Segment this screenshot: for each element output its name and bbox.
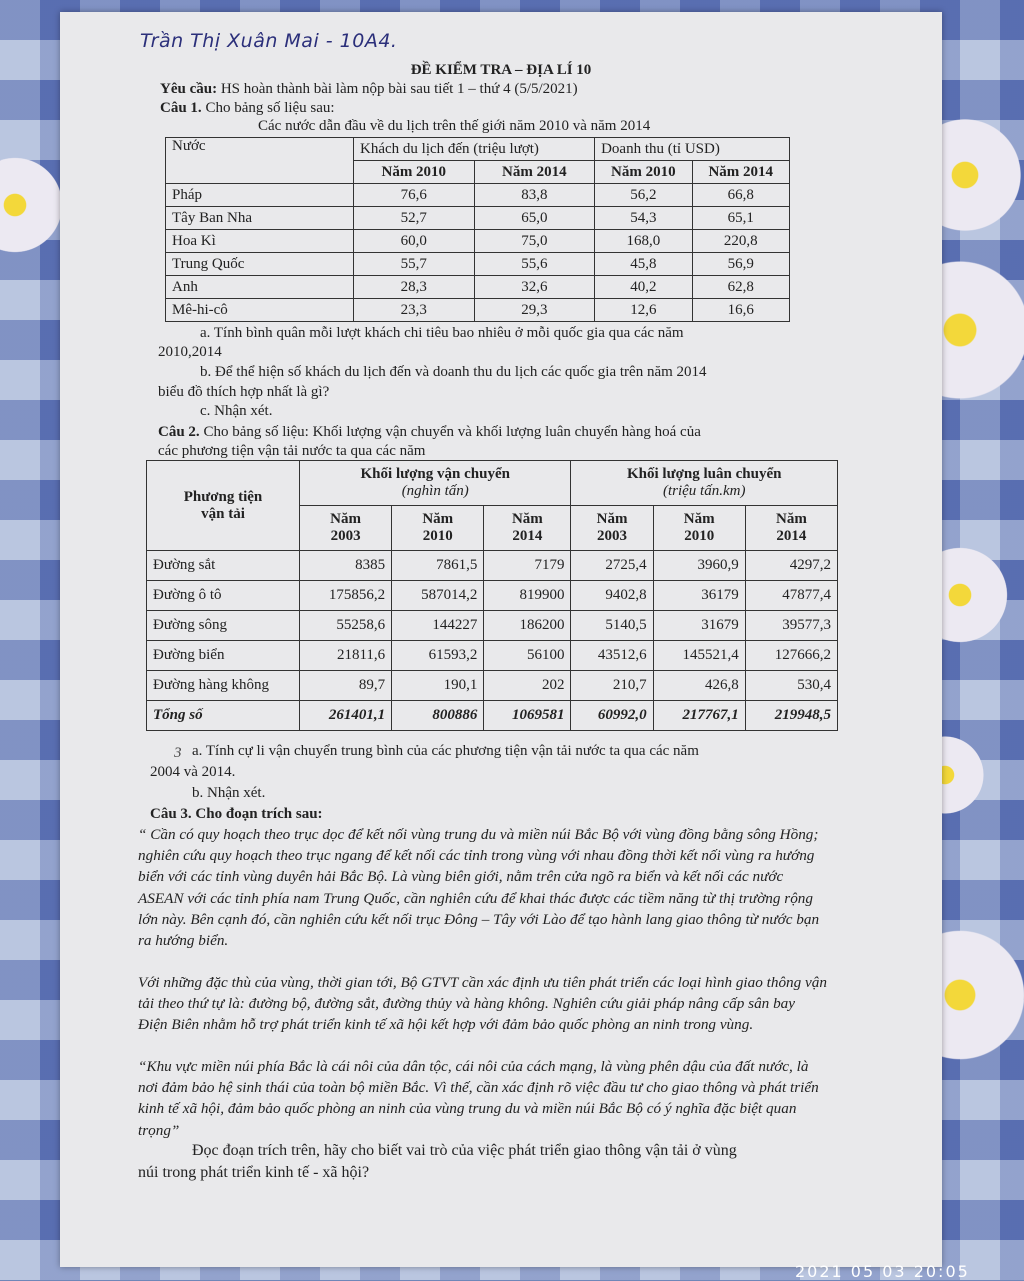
cell: Đường sông (147, 611, 300, 641)
requirement-line (160, 81, 578, 98)
year-word: Năm (511, 511, 543, 527)
q1-heading (160, 100, 335, 117)
cell: 55,7 (354, 253, 475, 276)
q2-part-a: a. Tính cự li vận chuyển trung bình của các phương tiện vận tải nước ta qua các năm (192, 743, 699, 759)
cell: 23,3 (354, 299, 475, 322)
cell: 29,3 (474, 299, 595, 322)
margin-mark: 3 (174, 745, 182, 761)
cell: 145521,4 (653, 641, 745, 671)
cell: 1069581 (484, 701, 571, 731)
cell: 28,3 (354, 276, 475, 299)
cell: Đường hàng không (147, 671, 300, 701)
cell: 32,6 (474, 276, 595, 299)
cell: 426,8 (653, 671, 745, 701)
cell: 39577,3 (745, 611, 837, 641)
header-revenue-2014: Năm 2014 (692, 161, 789, 184)
cell: 47877,4 (745, 581, 837, 611)
table-row (166, 207, 790, 230)
cell: 220,8 (692, 230, 789, 253)
year-word: Năm (422, 511, 454, 527)
year-value: 2014 (776, 528, 807, 544)
q3-quote-paragraph-2: Với những đặc thù của vùng, thời gian tới, Bộ GTVT cần xác định ưu tiên phát triển các loại hình giao thông vận tải theo thứ tự là: đường bộ, đường sắt, đường thủy và hàng không. Nghiên cứu giải pháp nâng cấp sân bay Điện Biên nhằm hỗ trợ phát triển kinh tế xã hội kết hợp với đảm bảo quốc phòng an ninh trong vùng. (138, 974, 827, 1034)
header-visitors-2014: Năm 2014 (474, 161, 595, 184)
header-rotation-unit: (triệu tấn.km) (662, 483, 746, 499)
table-row (166, 276, 790, 299)
year-value: 2003 (597, 528, 628, 544)
table-row (166, 299, 790, 322)
header-rotation (571, 461, 838, 506)
year-value: 2010 (422, 528, 453, 544)
handwritten-name: Trần Thị Xuân Mai - 10A4. (140, 30, 398, 52)
cell: 83,8 (474, 184, 595, 207)
year-word: Năm (330, 511, 361, 527)
table-row (166, 230, 790, 253)
q2-intro: Cho bảng số liệu: Khối lượng vận chuyển và khối lượng luân chuyển hàng hoá của (203, 424, 701, 440)
requirement-label: Yêu cầu: (160, 81, 218, 97)
cell: 2725,4 (571, 551, 653, 581)
header-vehicle (147, 461, 300, 551)
q1-part-b-cont: biểu đồ thích hợp nhất là gì? (158, 384, 330, 400)
cell: 168,0 (595, 230, 692, 253)
cell: 5140,5 (571, 611, 653, 641)
cell: 3960,9 (653, 551, 745, 581)
cell: 60,0 (354, 230, 475, 253)
cell: Trung Quốc (166, 253, 354, 276)
header-vehicle-line1: Phương tiện (183, 488, 263, 505)
header-year (745, 506, 837, 551)
q3-question: Đọc đoạn trích trên, hãy cho biết vai trò của việc phát triển giao thông vận tải ở vùng (192, 1142, 737, 1159)
header-vehicle-line2: vận tải (201, 505, 245, 522)
cell: Hoa Kì (166, 230, 354, 253)
cell: 76,6 (354, 184, 475, 207)
cell: 65,0 (474, 207, 595, 230)
header-transport (300, 461, 571, 506)
cell: 60992,0 (571, 701, 653, 731)
cell: 190,1 (392, 671, 484, 701)
cell: 210,7 (571, 671, 653, 701)
cell: 45,8 (595, 253, 692, 276)
cell: 9402,8 (571, 581, 653, 611)
cell: 202 (484, 671, 571, 701)
cell: 530,4 (745, 671, 837, 701)
year-word: Năm (596, 511, 628, 527)
cell: 175856,2 (300, 581, 392, 611)
cell: 65,1 (692, 207, 789, 230)
q2-heading (158, 424, 701, 441)
photo-timestamp: 2021 05 03 20:05 (795, 1262, 970, 1281)
cell: 56,9 (692, 253, 789, 276)
cell: 56,2 (595, 184, 692, 207)
header-visitors: Khách du lịch đến (triệu lượt) (354, 138, 595, 161)
cell: 66,8 (692, 184, 789, 207)
requirement-text: HS hoàn thành bài làm nộp bài sau tiết 1 – thứ 4 (5/5/2021) (220, 81, 578, 97)
header-visitors-2010: Năm 2010 (354, 161, 475, 184)
tourism-table (165, 137, 790, 322)
cell: 7179 (484, 551, 571, 581)
cell: 54,3 (595, 207, 692, 230)
cell: Đường ô tô (147, 581, 300, 611)
cell: 56100 (484, 641, 571, 671)
cell: Đường sắt (147, 551, 300, 581)
header-rotation-title: Khối lượng luân chuyển (627, 466, 782, 482)
table-row (147, 581, 838, 611)
q3-question-cont: núi trong phát triển kinh tế - xã hội? (138, 1164, 370, 1181)
cell: 62,8 (692, 276, 789, 299)
cell: 55258,6 (300, 611, 392, 641)
q1-part-b: b. Để thể hiện số khách du lịch đến và doanh thu du lịch các quốc gia trên năm 2014 (200, 364, 707, 380)
cell: 8385 (300, 551, 392, 581)
q1-part-a-cont: 2010,2014 (158, 344, 222, 360)
exam-paper (60, 12, 942, 1267)
cell: Tổng số (147, 701, 300, 731)
year-value: 2003 (330, 528, 361, 544)
cell: 217767,1 (653, 701, 745, 731)
q3-quote-paragraph-1: “ Cần có quy hoạch theo trục dọc để kết nối vùng trung du và miền núi Bắc Bộ với vùng đồng bằng sông Hồng; nghiên cứu quy hoạch theo trục ngang để kết nối các tỉnh trong vùng với nhau đồng thời kết nối vùng ra hướng biển với các tỉnh vùng duyên hải Bắc Bộ. Là vùng biên giới, nằm trên cửa ngõ ra biển và kết nối các nước ASEAN với các tỉnh phía nam Trung Quốc, cần nghiên cứu để khai thác được các tiềm năng từ thị trường rộng lớn này. Bên cạnh đó, cần nghiên cứu kết nối trục Đông – Tây với Lào để tạo hành lang giao thông từ nước bạn ra hướng biển. (138, 826, 820, 950)
table-row-total (147, 701, 838, 731)
table-row (166, 184, 790, 207)
cell: 31679 (653, 611, 745, 641)
cell: 12,6 (595, 299, 692, 322)
table-row (147, 551, 838, 581)
cell: Pháp (166, 184, 354, 207)
year-word: Năm (683, 511, 715, 527)
cell: 144227 (392, 611, 484, 641)
cell: 40,2 (595, 276, 692, 299)
cell: Anh (166, 276, 354, 299)
table-row (147, 641, 838, 671)
header-year (392, 506, 484, 551)
header-year (571, 506, 653, 551)
cell: 186200 (484, 611, 571, 641)
cell: 75,0 (474, 230, 595, 253)
table-row (166, 253, 790, 276)
header-transport-unit: (nghìn tấn) (401, 483, 469, 499)
header-year (653, 506, 745, 551)
transport-table (146, 460, 838, 731)
q2-intro-cont: các phương tiện vận tải nước ta qua các năm (158, 443, 426, 459)
cell: 819900 (484, 581, 571, 611)
header-revenue-2010: Năm 2010 (595, 161, 692, 184)
year-word: Năm (775, 511, 807, 527)
cell: 4297,2 (745, 551, 837, 581)
cell: 7861,5 (392, 551, 484, 581)
year-value: 2010 (684, 528, 715, 544)
cell: 89,7 (300, 671, 392, 701)
q2-part-a-cont: 2004 và 2014. (150, 764, 236, 780)
cell: 261401,1 (300, 701, 392, 731)
cell: 587014,2 (392, 581, 484, 611)
cell: Mê-hi-cô (166, 299, 354, 322)
q1-intro: Cho bảng số liệu sau: (205, 100, 335, 116)
header-country: Nước (166, 138, 354, 184)
year-value: 2014 (512, 528, 543, 544)
q1-label: Câu 1. (160, 100, 202, 116)
table-row (147, 671, 838, 701)
cell: Đường biển (147, 641, 300, 671)
cell: 55,6 (474, 253, 595, 276)
header-year (300, 506, 392, 551)
table-row (147, 611, 838, 641)
q2-label: Câu 2. (158, 424, 200, 440)
q3-heading: Câu 3. Cho đoạn trích sau: (150, 806, 323, 822)
cell: Tây Ban Nha (166, 207, 354, 230)
cell: 43512,6 (571, 641, 653, 671)
q2-part-b: b. Nhận xét. (192, 785, 266, 801)
exam-title: ĐỀ KIỂM TRA – ĐỊA LÍ 10 (410, 62, 592, 78)
cell: 52,7 (354, 207, 475, 230)
header-transport-title: Khối lượng vận chuyển (360, 466, 510, 482)
cell: 800886 (392, 701, 484, 731)
cell: 21811,6 (300, 641, 392, 671)
q1-part-a: a. Tính bình quân mỗi lượt khách chi tiêu bao nhiêu ở mỗi quốc gia qua các năm (200, 325, 684, 341)
header-revenue: Doanh thu (tỉ USD) (595, 138, 790, 161)
header-year (484, 506, 571, 551)
q1-table-caption: Các nước dẫn đầu về du lịch trên thế giới năm 2010 và năm 2014 (258, 118, 651, 134)
q3-quote-paragraph-3: “Khu vực miền núi phía Bắc là cái nôi của dân tộc, cái nôi của cách mạng, là vùng phên dậu của đất nước, là nơi đảm bảo hệ sinh thái của toàn bộ miền Bắc. Vì thế, cần xác định rõ việc đầu tư cho giao thông và phát triển kinh tế xã hội, đảm bảo quốc phòng an ninh của vùng trung du và miền núi Bắc Bộ có ý nghĩa đặc biệt quan trọng” (138, 1058, 819, 1139)
cell: 16,6 (692, 299, 789, 322)
cell: 61593,2 (392, 641, 484, 671)
cell: 127666,2 (745, 641, 837, 671)
cell: 36179 (653, 581, 745, 611)
q1-part-c: c. Nhận xét. (200, 403, 273, 419)
cell: 219948,5 (745, 701, 837, 731)
